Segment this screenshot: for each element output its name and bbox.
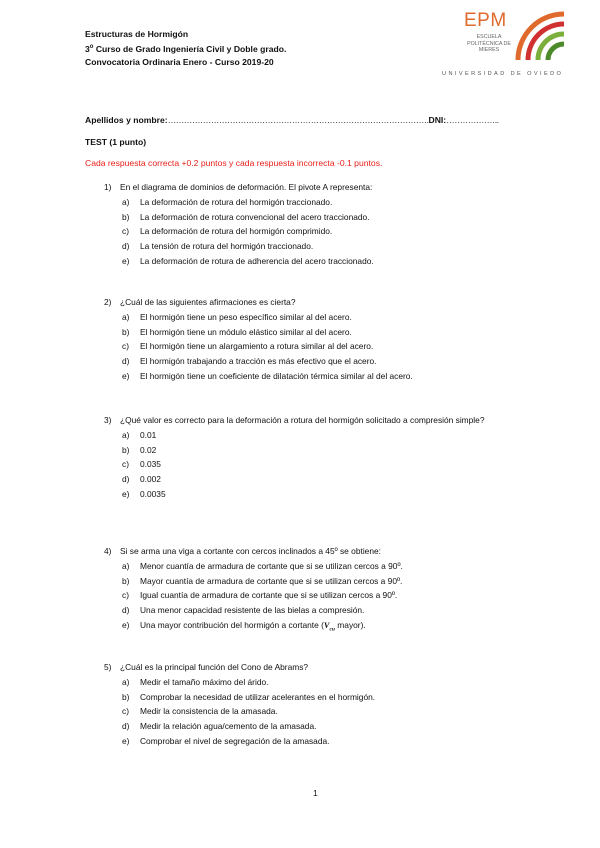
question-text: 5) ¿Cuál es la principal función del Cono de Abrams?: [104, 661, 524, 674]
option-a: a) El hormigón tiene un peso específico similar al del acero.: [122, 312, 352, 323]
question-2: [104, 296, 524, 383]
question-4: [104, 545, 524, 637]
dni-blank: ………………..: [446, 115, 499, 125]
question-number: 4): [104, 546, 112, 556]
university-logo: [436, 8, 566, 80]
option-e: e) La deformación de rotura de adherencia del acero traccionado.: [122, 255, 374, 266]
option-c: c) La deformación de rotura del hormigón comprimido.: [122, 226, 333, 237]
option-e: e) Una mayor contribución del hormigón a cortante ($V_{cu}$ mayor).: [122, 619, 366, 633]
option-d: d) 0.002: [122, 473, 161, 484]
question-text: 1) En el diagrama de dominios de deformación. El pivote A representa:: [104, 181, 524, 194]
question-5: [104, 661, 524, 748]
question-number: 5): [104, 662, 112, 672]
option-d: d) El hormigón trabajando a tracción es más efectivo que el acero.: [122, 355, 377, 366]
option-a: a) Medir el tamaño máximo del árido.: [122, 677, 269, 688]
option-e: e) 0.0035: [122, 488, 166, 499]
question-3: [104, 414, 524, 501]
option-d: d) La tensión de rotura del hormigón traccionado.: [122, 240, 314, 251]
course-degree: 3$^o$ Curso de Grado Ingeniería Civil y Doble grado.: [85, 43, 287, 54]
vcu-formula: $V_{cu}$: [323, 620, 335, 633]
document-header: [85, 28, 286, 69]
name-field: [85, 115, 499, 125]
course-subject: Estructuras de Hormigón: [85, 29, 189, 39]
option-e: e) El hormigón tiene un coeficiente de dilatación térmica similar al del acero.: [122, 370, 413, 381]
option-c: c) Igual cuantía de armadura de cortante que si se utilizan cercos a 90º.: [122, 590, 398, 601]
name-label: Apellidos y nombre:: [85, 115, 168, 125]
option-c: c) Medir la consistencia de la amasada.: [122, 706, 278, 717]
option-a: a) La deformación de rotura del hormigón traccionado.: [122, 197, 333, 208]
option-a: a) 0.01: [122, 430, 157, 441]
signal-arcs-icon: [514, 8, 566, 66]
dni-label: DNI:: [428, 115, 447, 125]
option-b: b) La deformación de rotura convencional del acero traccionado.: [122, 211, 370, 222]
option-b: b) Comprobar la necesidad de utilizar acelerantes en el hormigón.: [122, 691, 376, 702]
logo-school-name: ESCUELA POLITÉCNICA DE MIERES: [467, 34, 511, 54]
question-text: 3) ¿Qué valor es correcto para la deformación a rotura del hormigón solicitado a compresión simple?: [104, 414, 524, 427]
question-number: 2): [104, 297, 112, 307]
name-blank: …………………………………………………………………………………….: [167, 115, 429, 125]
option-e: e) Comprobar el nivel de segregación de la amasada.: [122, 735, 330, 746]
exam-session: Convocatoria Ordinaria Enero - Curso 2019-20: [85, 56, 274, 67]
option-a: a) Menor cuantía de armadura de cortante que si se utilizan cercos a 90º.: [122, 561, 403, 572]
logo-brand: EPM: [464, 10, 507, 31]
logo-university: UNIVERSIDAD DE OVIEDO: [442, 71, 564, 77]
test-title: TEST (1 punto): [85, 137, 147, 147]
option-b: b) 0.02: [122, 444, 157, 455]
question-number: 1): [104, 182, 112, 192]
option-c: c) El hormigón tiene un alargamiento a rotura similar al del acero.: [122, 341, 374, 352]
scoring-instructions: Cada respuesta correcta +0.2 puntos y cada respuesta incorrecta -0.1 puntos.: [85, 158, 383, 168]
question-number: 3): [104, 415, 112, 425]
option-d: d) Medir la relación agua/cemento de la amasada.: [122, 720, 317, 731]
option-d: d) Una menor capacidad resistente de las bielas a compresión.: [122, 604, 365, 615]
question-1: [104, 181, 524, 268]
option-c: c) 0.035: [122, 459, 161, 470]
question-text: 4) Si se arma una viga a cortante con cercos inclinados a 45º se obtiene:: [104, 545, 524, 558]
page-number: 1: [313, 788, 318, 798]
option-b: b) El hormigón tiene un módulo elástico similar al del acero.: [122, 326, 352, 337]
question-text: 2) ¿Cuál de las siguientes afirmaciones es cierta?: [104, 296, 524, 309]
option-b: b) Mayor cuantía de armadura de cortante que si se utilizan cercos a 90º.: [122, 575, 403, 586]
